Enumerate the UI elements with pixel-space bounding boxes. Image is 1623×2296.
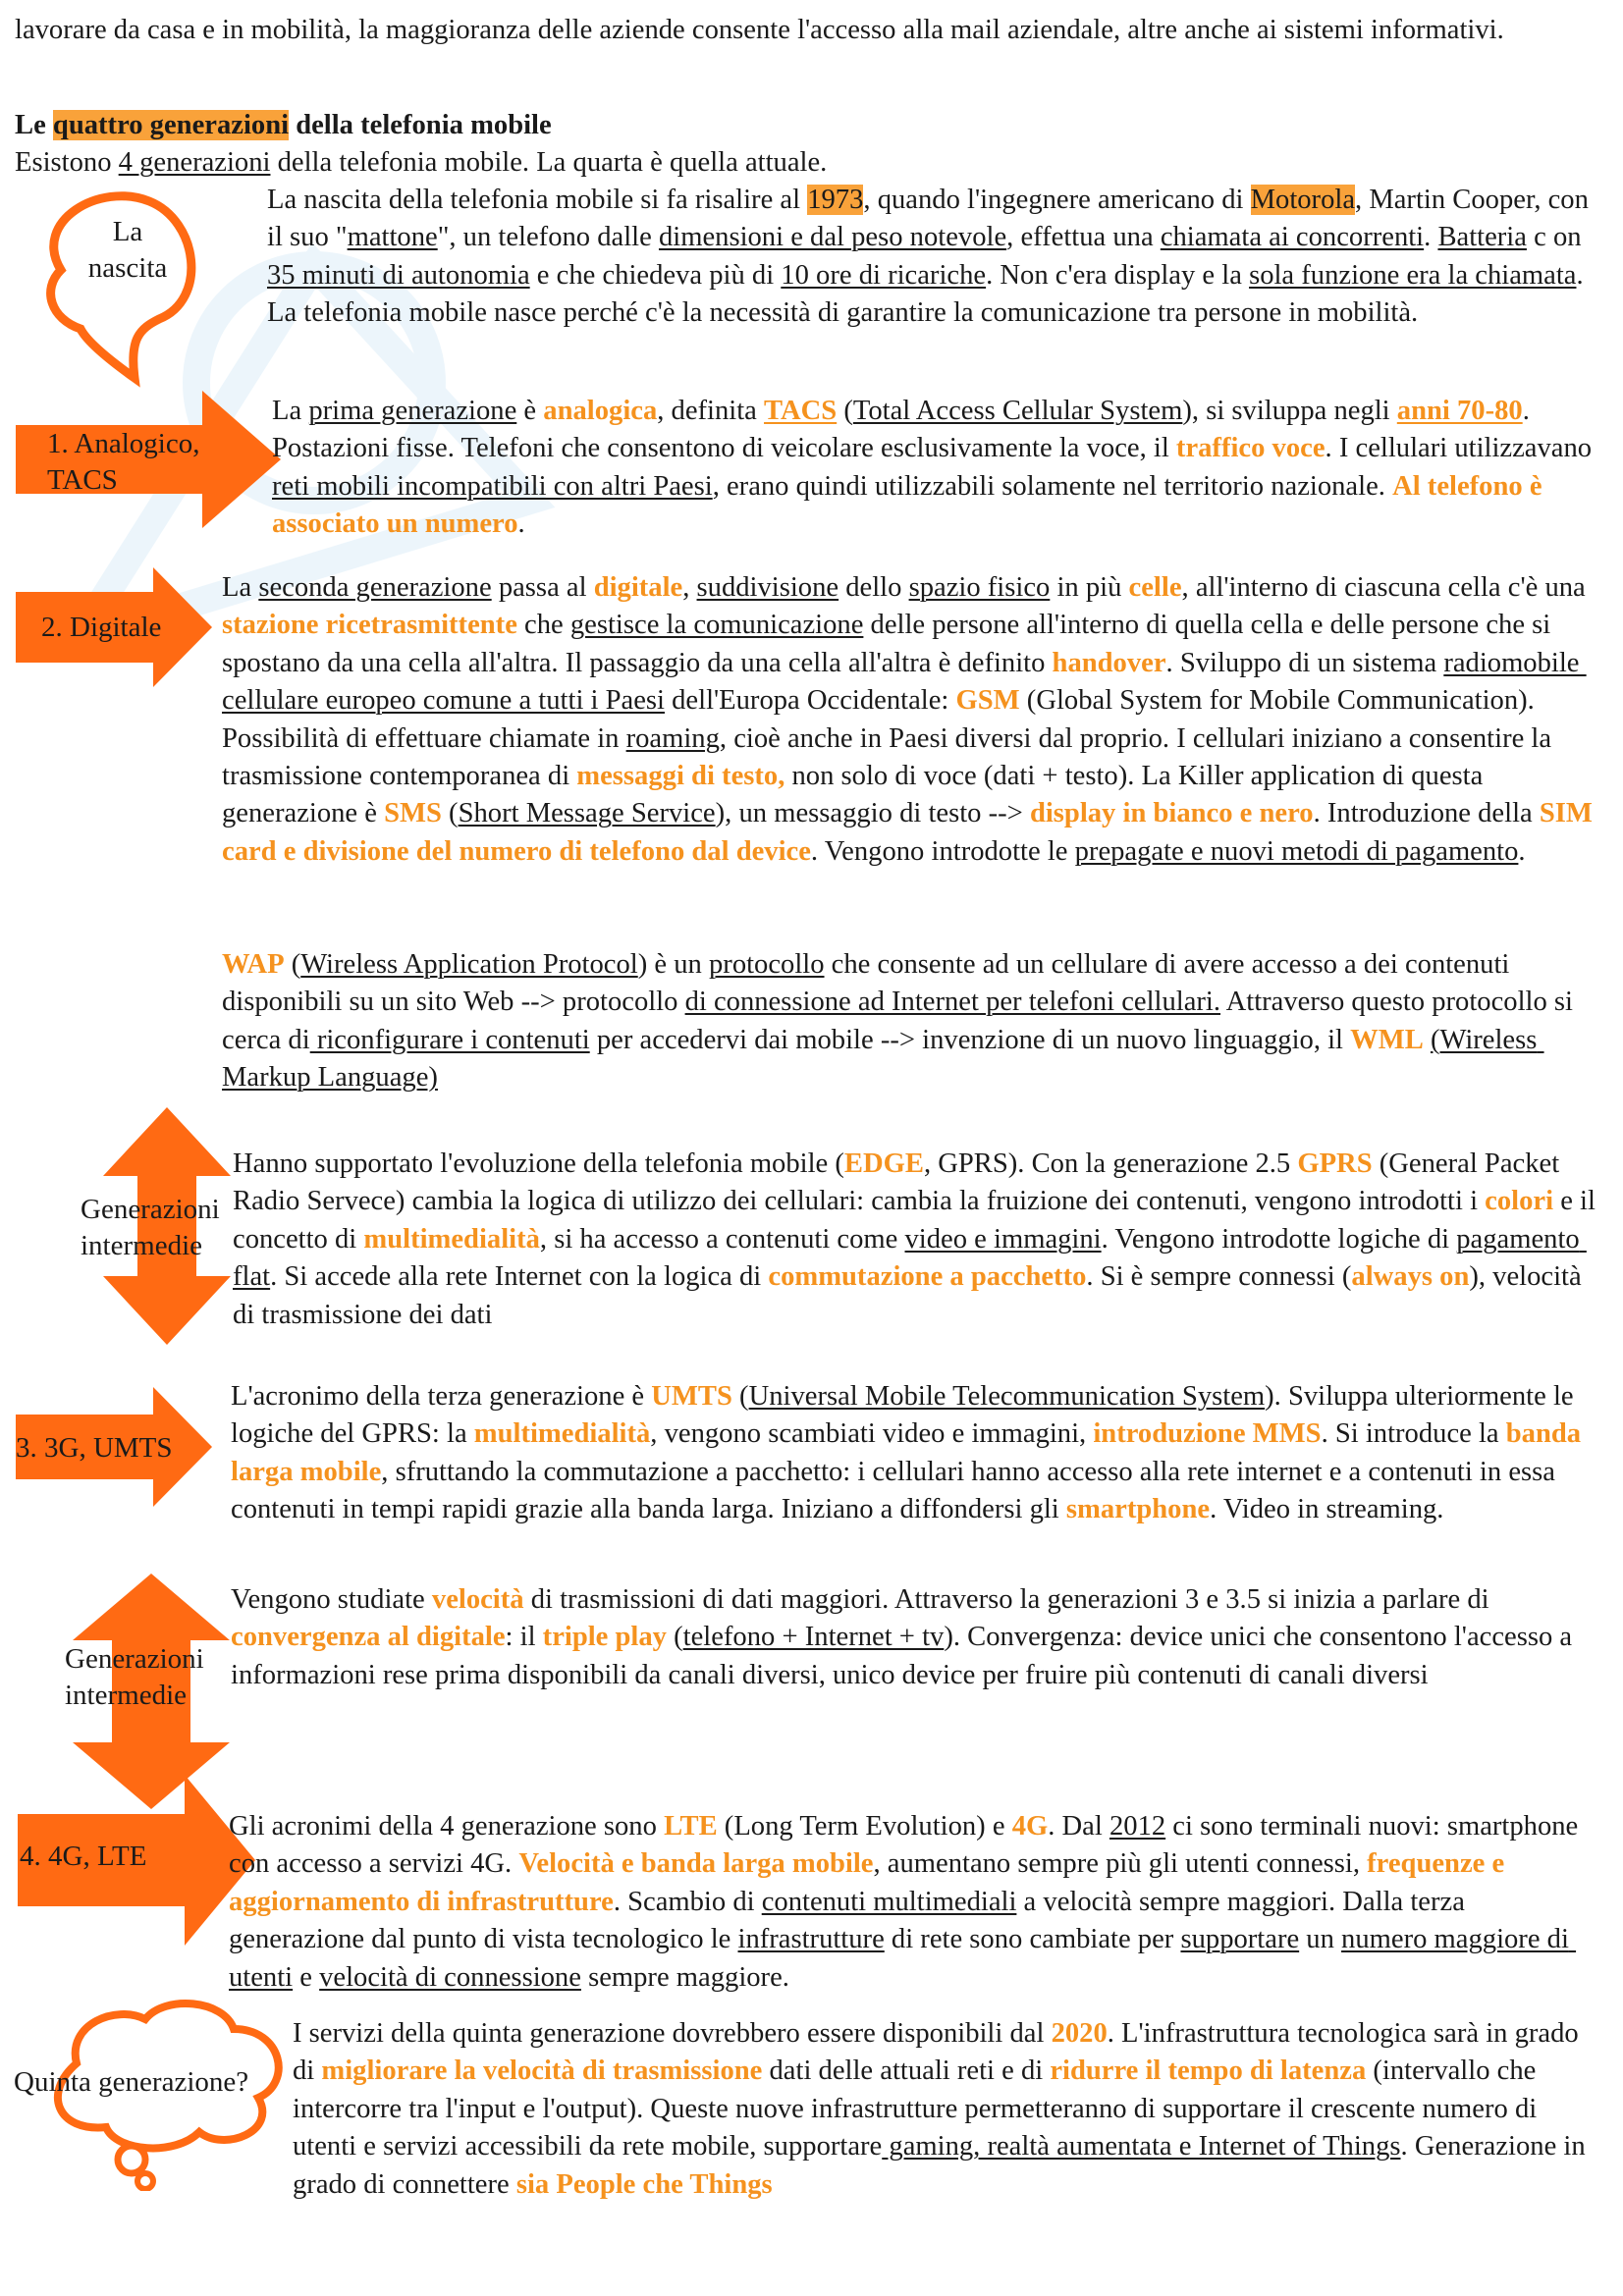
inter1-paragraph — [233, 1146, 1602, 1334]
text-run: ci sono terminali nuovi: smartphone con accesso a servizi 4G. — [229, 1811, 1586, 1880]
text-run: Le — [15, 110, 53, 140]
text-run: dimensioni e dal peso notevole — [658, 222, 1007, 253]
text-run: chiamata ai concorrenti — [1160, 222, 1425, 253]
text-run: di trasmissioni di dati maggiori. Attraverso la generazioni 3 e 3.5 si inizia a parlare di — [523, 1584, 1496, 1615]
text-run: , vengono scambiati video e immagini, — [650, 1418, 1094, 1450]
text-run: UMTS — [651, 1381, 732, 1412]
text-run — [1424, 1025, 1431, 1055]
text-run: della telefonia mobile. La quarta è quella attuale. — [270, 147, 828, 178]
text-run: L'acronimo della terza generazione è — [231, 1381, 652, 1412]
text-run: La — [222, 572, 259, 603]
text-run: celle — [1128, 572, 1182, 603]
text-run: , aumentano sempre più gli utenti connessi, — [873, 1848, 1368, 1880]
text-run: introduzione MMS — [1093, 1418, 1322, 1450]
text-run: protocollo — [709, 949, 825, 980]
text-run: . I cellulari utilizzavano — [1325, 433, 1599, 464]
text-run: , cioè anche in Paesi diversi dal proprio. I cellulari iniziano a consentire la trasmissione contemporanea di — [222, 722, 1559, 792]
text-run: sola funzione era la chiamata — [1249, 259, 1577, 291]
text-run: 2012 — [1109, 1811, 1166, 1842]
text-run: I servizi della quinta generazione dovrebbero essere disponibili dal — [293, 2018, 1052, 2049]
text-run: GSM — [955, 685, 1020, 717]
text-run: (General Packet Radio Servece) cambia la logica di utilizzo dei cellulari: cambia la fruizione dei contenuti, vengono introdotti i — [233, 1148, 1567, 1217]
text-run: EDGE — [843, 1148, 924, 1179]
text-run: GPRS — [1297, 1148, 1373, 1179]
text-run: e — [293, 1961, 320, 1993]
text-run: colori — [1485, 1186, 1554, 1217]
text-run: frequenze e aggiornamento di infrastrutture — [229, 1848, 1512, 1917]
text-run: , si ha accesso a contenuti come — [539, 1223, 905, 1255]
intro-paragraph — [15, 12, 1605, 49]
gen2-wap-paragraph — [222, 946, 1604, 1097]
text-run: multimedialità — [473, 1418, 651, 1450]
text-run: . Generazione in grado di connettere — [293, 2131, 1593, 2200]
text-run: velocità — [431, 1584, 524, 1615]
text-run: , effettua una — [1006, 222, 1161, 253]
text-run: . Si è sempre connessi ( — [1086, 1261, 1352, 1293]
text-run: multimedialità — [363, 1223, 540, 1255]
gen5-paragraph — [293, 2015, 1598, 2204]
text-run: è — [516, 396, 544, 426]
text-run: , definita — [657, 396, 765, 426]
text-run: Esistono — [15, 147, 119, 178]
section-subheading — [15, 144, 1605, 182]
text-run: Wireless Application Protocol — [300, 949, 638, 980]
text-run: . Vengono introdotte logiche di — [1101, 1223, 1457, 1255]
text-run: video e immagini — [904, 1223, 1102, 1255]
section-heading — [15, 107, 1605, 144]
text-run: LTE — [664, 1811, 718, 1842]
text-run: 4G — [1011, 1811, 1049, 1842]
text-run: ), velocità di trasmissione dei dati — [233, 1261, 1589, 1330]
text-run: Batteria — [1437, 222, 1527, 253]
text-run: mattone — [347, 222, 438, 253]
text-run: . Vengono introdotte le — [810, 835, 1075, 867]
text-run: , sfruttando la commutazione a pacchetto: i cellulari hanno accesso alla rete internet e a contenuti in essa contenuti in tempi rapidi grazie alla banda larga. Iniziano a diffondersi gli — [231, 1456, 1563, 1525]
text-run: seconda generazione — [258, 572, 492, 603]
text-run: banda larga mobile — [231, 1418, 1589, 1487]
text-run: infrastrutture — [737, 1924, 885, 1955]
text-run: anni 70-80 — [1396, 396, 1523, 426]
gen4-label: 4. 4G, LTE — [20, 1841, 147, 1872]
text-run: 4 generazioni — [118, 147, 271, 178]
text-run: migliorare la velocità di trasmissione — [321, 2056, 763, 2087]
text-run: ridurre il tempo di latenza — [1050, 2056, 1367, 2087]
text-run: (Wireless Markup Language) — [222, 1024, 1544, 1094]
text-run: handover — [1052, 647, 1166, 678]
text-run: TACS — [764, 396, 838, 426]
text-run: Total Access Cellular System — [852, 396, 1183, 426]
nascita-label: La nascita — [87, 216, 168, 284]
text-run: 2020 — [1051, 2018, 1108, 2049]
text-run: smartphone — [1065, 1494, 1211, 1525]
text-run: velocità di connessione — [319, 1961, 581, 1993]
text-run: contenuti multimediali — [761, 1886, 1017, 1917]
text-run: sia People che Things — [515, 2168, 773, 2200]
text-run: . Si accede alla rete Internet con la logica di — [270, 1261, 769, 1293]
gen2-label: 2. Digitale — [41, 612, 162, 643]
text-run: radiomobile cellulare europeo comune a tutti i Paesi — [222, 647, 1587, 717]
text-run: ), si sviluppa negli — [1182, 396, 1397, 426]
text-run: , Martin Cooper, con il suo " — [267, 185, 1596, 253]
text-run: per accedervi dai mobile --> invenzione di un nuovo linguaggio, il — [589, 1024, 1351, 1055]
text-run: dell'Europa Occidentale: — [664, 685, 956, 717]
text-run: dello — [839, 572, 909, 603]
text-run: c on — [1526, 222, 1589, 253]
text-run: WAP — [222, 949, 285, 980]
text-run: prepagate e nuovi metodi di pagamento — [1074, 835, 1519, 867]
text-run: (Long Term Evolution) e — [717, 1811, 1012, 1842]
text-run: telefono + Internet + tv — [682, 1622, 945, 1653]
text-run: ), un messaggio di testo --> — [715, 798, 1030, 829]
text-run: (Global System for Mobile Communication). Possibilità di effettuare chiamate in — [222, 685, 1542, 754]
text-run: . Dal — [1048, 1811, 1109, 1842]
text-run: Al telefono è associato un numero — [272, 470, 1549, 540]
text-run: Attraverso questo protocollo si cerca di — [222, 987, 1581, 1055]
text-run: reti mobili incompatibili con altri Paesi — [272, 470, 713, 502]
text-run: roaming — [625, 722, 720, 754]
gen2-paragraph — [222, 569, 1604, 871]
text-run: . Sviluppo di un sistema — [1165, 647, 1444, 678]
text-run: . Non c'era display e la — [986, 259, 1250, 291]
text-run: . La telefonia mobile nasce perché c'è la necessità di garantire la comunicazione tra persone in mobilità. — [267, 259, 1591, 329]
text-run: che consente ad un cellulare di avere accesso a dei contenuti disponibili su un sito Web --> protocollo — [222, 949, 1517, 1018]
text-run: . L'infrastruttura tecnologica sarà in grado di — [293, 2018, 1586, 2087]
text-run: sempre maggiore. — [580, 1961, 789, 1993]
text-run: Gli acronimi della 4 generazione sono — [229, 1811, 665, 1842]
text-run: Velocità e banda larga mobile — [518, 1848, 874, 1880]
text-run: . Si introduce la — [1321, 1418, 1506, 1450]
text-run: della telefonia mobile — [289, 110, 552, 140]
text-run: e che chiedeva più di — [529, 259, 782, 291]
text-run: ", un telefono dalle — [437, 222, 659, 253]
text-run: ( — [666, 1622, 683, 1653]
text-run: . — [517, 508, 525, 540]
text-run: ). Sviluppa ulteriormente le logiche del GPRS: la — [231, 1381, 1581, 1450]
text-run: suddivisione — [696, 572, 839, 603]
text-run: riconfigurare i contenuti — [309, 1024, 590, 1055]
gen3-paragraph — [231, 1378, 1605, 1529]
text-run: (intervallo che intercorre tra l'input e l'output). Queste nuove infrastrutture permetteranno di supportare il crescente numero di utenti e servizi accessibili da rete mobile, supportare — [293, 2056, 1544, 2163]
text-run: di rete sono cambiate per — [884, 1924, 1181, 1955]
text-run: gestisce la comunicazione — [569, 610, 864, 641]
gen3-label: 3. 3G, UMTS — [16, 1432, 173, 1464]
text-run: SIM card e divisione del numero di telefono dal device — [222, 798, 1600, 867]
text-run: ) è un — [637, 949, 709, 980]
text-run: gaming, realtà aumentata e Internet of Things — [882, 2131, 1401, 2163]
inter2-paragraph — [231, 1581, 1605, 1694]
nascita-paragraph — [267, 182, 1597, 333]
text-run: di connessione ad Internet per telefoni cellulari. — [684, 987, 1221, 1018]
text-run: , GPRS). Con la generazione 2.5 — [923, 1148, 1298, 1179]
gen1-label: 1. Analogico, TACS — [47, 428, 200, 496]
text-run: non solo di voce (dati + testo). La Killer application di questa generazione è — [222, 761, 1490, 829]
text-run: digitale — [593, 572, 683, 603]
text-run: che — [516, 610, 570, 641]
text-run: WML — [1350, 1024, 1424, 1055]
gen1-paragraph — [272, 393, 1602, 544]
text-run: . Postazioni fisse. Telefoni che consentono di veicolare esclusivamente la voce, il — [272, 396, 1537, 464]
text-run: numero maggiore di utenti — [229, 1924, 1577, 1993]
text-run: Motorola — [1250, 185, 1356, 215]
text-run: commutazione a pacchetto — [768, 1261, 1087, 1293]
text-run: traffico voce — [1175, 433, 1325, 464]
text-run: . Scambio di — [613, 1886, 762, 1917]
text-run: un — [1299, 1924, 1342, 1955]
gen5-label: Quinta generazione? — [14, 2066, 249, 2098]
text-run: a velocità sempre maggiori. Dalla terza generazione dal punto di vista tecnologico le — [229, 1886, 1473, 1955]
text-run: display in bianco e nero — [1029, 798, 1314, 829]
text-run: spazio fisico — [908, 572, 1051, 603]
text-run: stazione ricetrasmittente — [222, 610, 517, 641]
text-run: 10 ore di ricariche — [781, 259, 987, 291]
text-run: prima generazione — [308, 396, 517, 426]
text-run: supportare — [1180, 1924, 1300, 1955]
text-run: Short Message Service — [458, 798, 716, 829]
text-run: dati delle attuali reti e di — [762, 2056, 1051, 2087]
text-run: , — [682, 572, 697, 603]
text-run: . Video in streaming. — [1210, 1494, 1444, 1525]
text-run: ( — [441, 798, 459, 829]
text-run: . Introduzione della — [1313, 798, 1540, 829]
text-run: ( — [837, 396, 853, 426]
text-run: convergenza al digitale — [231, 1622, 506, 1653]
text-run: analogica — [543, 396, 658, 426]
inter2-label: Generazioni intermedie — [65, 1643, 204, 1711]
text-run: La nascita della telefonia mobile si fa risalire al — [267, 185, 808, 215]
inter1-label: Generazioni intermedie — [81, 1194, 220, 1261]
text-run: : il — [505, 1622, 543, 1653]
text-run: SMS — [384, 798, 442, 829]
text-run: ). Convergenza: device unici che consentono l'accesso a informazioni rese prima disponibili da canali diversi, unico device per fruire più contenuti di canali diversi — [231, 1622, 1580, 1690]
text-run: e il concetto di — [233, 1186, 1603, 1255]
text-run: lavorare da casa e in mobilità, la maggioranza delle aziende consente l'accesso alla mail aziendale, altre anche ai sistemi informativi. — [15, 15, 1504, 45]
text-run: , quando l'ingegnere americano di — [863, 185, 1251, 215]
gen4-paragraph — [229, 1808, 1603, 1997]
text-run: ( — [284, 949, 301, 980]
text-run: . — [1518, 835, 1526, 867]
text-run: pagamento flat — [233, 1223, 1587, 1293]
text-run: , all'interno di ciascuna cella c'è una — [1181, 572, 1593, 603]
text-run: . — [1424, 222, 1438, 253]
text-run: always on — [1351, 1261, 1470, 1293]
text-run: quattro generazioni — [52, 110, 290, 140]
text-run: passa al — [491, 572, 594, 603]
text-run: in più — [1050, 572, 1129, 603]
text-run: , erano quindi utilizzabili solamente nel territorio nazionale. — [712, 470, 1393, 502]
text-run: 1973 — [807, 185, 864, 215]
text-run: triple play — [542, 1622, 667, 1653]
text-run: Hanno supportato l'evoluzione della telefonia mobile ( — [233, 1148, 844, 1179]
text-run: messaggi di testo, — [576, 761, 785, 792]
text-run: Vengono studiate — [231, 1584, 432, 1615]
text-run: La — [272, 396, 309, 426]
text-run: delle persone all'interno di quella cella e delle persone che si spostano da una cella all'altra. Il passaggio da una cella all'altra è definito — [222, 610, 1558, 678]
text-run: Universal Mobile Telecommunication System — [748, 1381, 1266, 1412]
text-run: ( — [731, 1381, 749, 1412]
text-run: 35 minuti di autonomia — [267, 259, 530, 291]
